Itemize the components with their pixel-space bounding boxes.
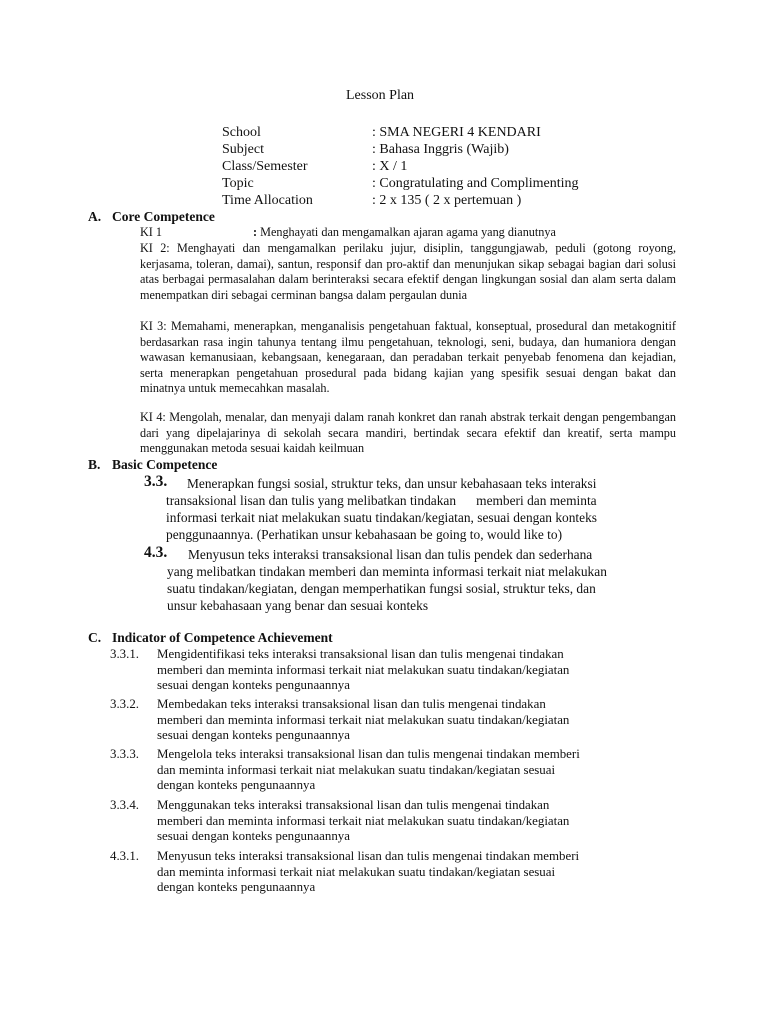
basic-competence-3-3 [144,475,664,543]
indicator-3-3-2 [110,697,680,744]
ki1-label: KI 1 [140,225,163,239]
ki1-paragraph [140,225,676,241]
info-value: : 2 x 135 ( 2 x pertemuan ) [372,193,522,208]
indicator-line: sesuai dengan konteks pengunaannya [157,728,350,743]
info-value: : X / 1 [372,159,408,174]
indicator-line: Menggunakan teks interaksi transaksional lisan dan tulis mengenai tindakan [157,798,550,812]
indicator-line: sesuai dengan konteks pengunaannya [157,829,350,844]
indicator-line: dan meminta informasi terkait niat melakukan suatu tindakan/kegiatan sesuai [157,864,556,879]
section-letter: B. [88,457,101,472]
indicator-line: Membedakan teks interaksi transaksional lisan dan tulis mengenai tindakan [157,697,546,711]
indicator-number: 3.3.3. [110,747,140,761]
info-value: : Bahasa Inggris (Wajib) [372,142,509,157]
indicator-number: 3.3.4. [110,798,140,812]
ki1-text: Menghayati dan mengamalkan ajaran agama yang dianutnya [257,225,556,239]
competence-line: suatu tindakan/kegiatan, dengan memperhatikan fungsi sosial, struktur teks, dan [167,581,596,596]
indicator-3-3-1 [110,647,680,694]
competence-number: 4.3. [144,544,168,561]
indicator-4-3-1 [110,849,680,896]
competence-line: informasi terkait niat melakukan suatu tindakan/kegiatan, sesuai dengan konteks [166,510,597,525]
indicator-line: Mengelola teks interaksi transaksional lisan dan tulis mengenai tindakan memberi [157,747,580,761]
indicator-number: 4.3.1. [110,849,140,863]
competence-line: penggunaannya. (Perhatikan unsur kebahasaan be going to, would like to) [166,527,563,542]
indicator-line: memberi dan meminta informasi terkait niat melakukan suatu tindakan/kegiatan [157,712,570,727]
competence-line: unsur kebahasaan yang benar dan sesuai konteks [167,598,429,613]
document-title: Lesson Plan [346,88,415,103]
info-value: : SMA NEGERI 4 KENDARI [372,125,541,140]
info-label: School [222,125,261,140]
competence-line: Menyusun teks interaksi transaksional lisan dan tulis pendek dan sederhana [188,547,593,562]
info-label: Class/Semester [222,159,308,174]
indicator-number: 3.3.2. [110,697,140,711]
competence-line: yang melibatkan tindakan memberi dan meminta informasi terkait niat melakukan [167,564,607,579]
indicator-line: dan meminta informasi terkait niat melakukan suatu tindakan/kegiatan sesuai [157,762,556,777]
indicator-line: dengan konteks pengunaannya [157,880,316,895]
info-label: Topic [222,176,254,191]
competence-line: transaksional lisan dan tulis yang melibatkan tindakan memberi dan meminta [166,493,597,508]
indicator-line: sesuai dengan konteks pengunaannya [157,678,350,693]
info-label: Subject [222,142,264,157]
indicator-line: memberi dan meminta informasi terkait niat melakukan suatu tindakan/kegiatan [157,813,570,828]
info-label: Time Allocation [222,193,313,208]
ki4-paragraph: KI 4: Mengolah, menalar, dan menyaji dalam ranah konkret dan ranah abstrak terkait dengan pengembangan dari yang dipelajarinya di sekolah secara mandiri, bertindak secara efektif dan kreatif, serta mampu menggunakan metoda sesuai kaidah keilmuan [140,410,676,456]
indicator-line: memberi dan meminta informasi terkait niat melakukan suatu tindakan/kegiatan [157,662,570,677]
section-title: Indicator of Competence Achievement [112,630,333,645]
section-title: Basic Competence [112,457,218,472]
indicator-number: 3.3.1. [110,647,140,661]
competence-line: Menerapkan fungsi sosial, struktur teks, dan unsur kebahasaan teks interaksi [187,476,597,491]
indicator-line: dengan konteks pengunaannya [157,778,316,793]
ki2-paragraph: KI 2: Menghayati dan mengamalkan perilaku jujur, disiplin, tanggungjawab, peduli (gotong royong, kerjasama, toleran, damai), santun, responsif dan pro-aktif dan menunjukan sikap sebagai bagian dari solusi atas berbagai permasalahan dalam berinteraksi secara efektif dengan lingkungan sosial dan alam serta dalam menempatkan diri sebagai cerminan bangsa dalam pergaulan dunia [140,241,676,302]
indicator-3-3-4 [110,798,680,845]
indicator-line: Menyusun teks interaksi transaksional lisan dan tulis mengenai tindakan memberi [157,849,580,863]
section-title: Core Competence [112,209,215,224]
competence-number: 3.3. [144,473,168,490]
indicator-line: Mengidentifikasi teks interaksi transaksional lisan dan tulis mengenai tindakan [157,647,564,661]
section-letter: A. [88,209,102,224]
info-value: : Congratulating and Complimenting [372,176,579,191]
ki1-colon: : [253,225,258,239]
basic-competence-4-3 [144,546,664,614]
ki3-paragraph: KI 3: Memahami, menerapkan, menganalisis pengetahuan faktual, konseptual, prosedural dan metakognitif berdasarkan rasa ingin tahunya tentang ilmu pengetahuan, teknologi, seni, budaya, dan humaniora dengan wawasan kemanusiaan, kebangsaan, kenegaraan, dan peradaban terkait penyebab fenomena dan kejadian, serta menerapkan pengetahuan prosedural pada bidang kajian yang spesifik sesuai dengan bakat dan minatnya untuk memecahkan masalah. [140,319,676,396]
indicator-3-3-3 [110,747,680,794]
section-letter: C. [88,630,102,645]
